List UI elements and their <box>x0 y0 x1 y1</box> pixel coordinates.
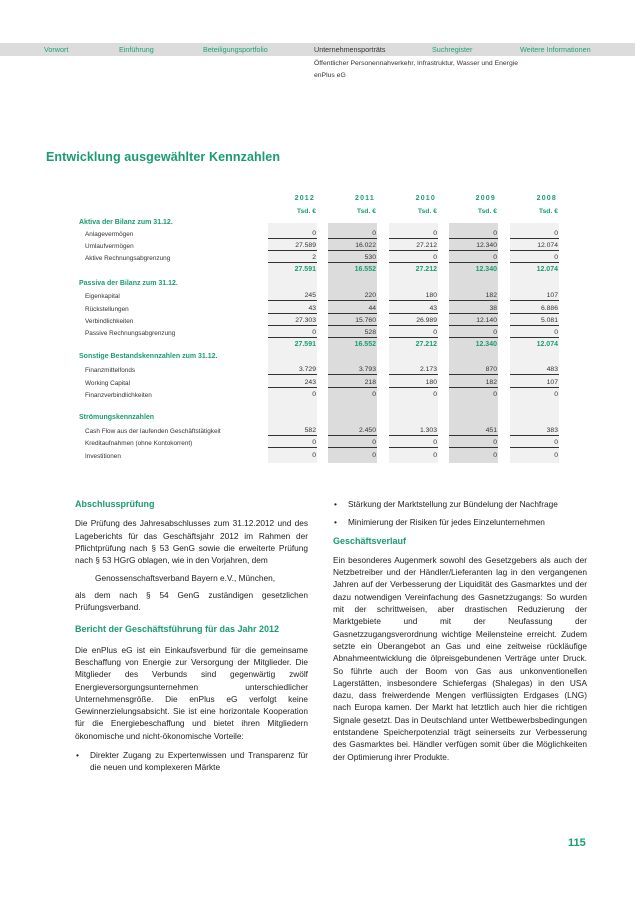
table-cell: 0 <box>433 452 437 459</box>
report-paragraph: Die enPlus eG ist ein Einkaufsverbund für die gemeinsame Beschaffung von Energie zur Versorgung der Mitglieder. Die Mitglieder des Verbunds sind gegenwärtig zwölf Energieversorgungsunternehmen unterschiedlicher Unternehmensgröße. Die enPlus eG verfolgt keine Gewinnerzielungsabsicht. Sie ist eine horizontale Kooperation für die Energiebeschaffung und bietet ihren Mitgliedern ökonomische und nicht-ökonomische Vorteile: <box>75 644 308 741</box>
table-cell: 27.589 <box>268 241 317 251</box>
table-cell: 6.886 <box>510 304 559 314</box>
heading-bericht: Bericht der Geschäftsführung für das Jahr 2012 <box>75 624 280 635</box>
table-total-cell: 12.074 <box>536 266 558 273</box>
table-cell: 0 <box>493 452 497 459</box>
table-cell: 5.081 <box>510 316 559 326</box>
table-cell: 0 <box>449 229 498 239</box>
table-total-cell: 12.074 <box>536 341 558 348</box>
table-cell: 12.140 <box>449 316 498 326</box>
table-cell: 0 <box>389 438 438 448</box>
table-cell: 528 <box>328 328 377 338</box>
section-aktiva: Aktiva der Bilanz zum 31.12. <box>79 219 173 226</box>
table-cell: 870 <box>449 365 498 375</box>
table-cell: 2.173 <box>389 365 438 375</box>
table-cell: 383 <box>510 426 559 436</box>
table-cell: 245 <box>268 291 317 301</box>
table-cell: 0 <box>372 391 376 398</box>
table-cell: 12.074 <box>510 241 559 251</box>
row-label: Investitionen <box>85 453 121 460</box>
table-cell: 0 <box>510 438 559 448</box>
row-label: Cash Flow aus der laufenden Geschäftstätigkeit <box>85 428 221 435</box>
table-cell: 3.793 <box>328 365 377 375</box>
table-cell: 0 <box>554 452 558 459</box>
table-cell: 530 <box>328 253 377 263</box>
table-cell: 0 <box>372 452 376 459</box>
table-cell: 0 <box>449 253 498 263</box>
table-cell: 43 <box>389 304 438 314</box>
table-total-cell: 27.212 <box>415 341 437 348</box>
table-cell: 180 <box>389 378 438 388</box>
unit-header: Tsd. € <box>477 208 497 215</box>
table-cell: 16.022 <box>328 241 377 251</box>
unit-header: Tsd. € <box>417 208 437 215</box>
table-cell: 0 <box>328 438 377 448</box>
row-label: Working Capital <box>85 380 130 387</box>
nav-vorwort[interactable]: Vorwort <box>44 45 69 54</box>
table-cell: 43 <box>268 304 317 314</box>
nav-weitere-informationen[interactable]: Weitere Informationen <box>520 45 591 54</box>
nav-einfuehrung[interactable]: Einführung <box>119 45 154 54</box>
table-total-cell: 12.340 <box>475 266 497 273</box>
row-label: Verbindlichkeiten <box>85 318 134 325</box>
row-label: Rückstellungen <box>85 306 129 313</box>
row-label: Passive Rechnungsabgrenzung <box>85 330 176 337</box>
table-cell: 1.303 <box>389 426 438 436</box>
table-cell: 0 <box>312 452 316 459</box>
section-stroemung: Strömungskennzahlen <box>79 414 155 421</box>
table-total-cell: 27.212 <box>415 266 437 273</box>
table-cell: 107 <box>510 378 559 388</box>
bullet-item: • Minimierung der Risiken für jedes Einzelunternehmen <box>333 516 587 528</box>
table-cell: 218 <box>328 378 377 388</box>
table-cell: 26.989 <box>389 316 438 326</box>
table-total-cell: 27.591 <box>294 341 316 348</box>
table-cell: 180 <box>389 291 438 301</box>
table-cell: 0 <box>510 253 559 263</box>
table-cell: 0 <box>268 229 317 239</box>
left-text-column <box>75 498 308 774</box>
year-header: 2010 <box>415 195 436 202</box>
table-cell: 3.729 <box>268 365 317 375</box>
nav-suchregister[interactable]: Suchregister <box>432 45 473 54</box>
table-cell: 0 <box>312 391 316 398</box>
breadcrumb-company[interactable]: enPlus eG <box>314 72 346 79</box>
table-cell: 182 <box>449 291 498 301</box>
table-total-cell: 16.552 <box>354 341 376 348</box>
heading-abschlusspruefung: Abschlussprüfung <box>75 499 155 509</box>
table-cell: 0 <box>389 328 438 338</box>
bullet-item: • Stärkung der Marktstellung zur Bündelung der Nachfrage <box>333 498 587 510</box>
audit-paragraph-1: Die Prüfung des Jahresabschlusses zum 31.12.2012 und des Lageberichts für das Geschäftsjahr 2012 im Rahmen der Pflichtprüfung nach § 53 GenG sowie die erweiterte Prüfung nach § 53 HGrG oblagen, wie in den Vorjahren, dem <box>75 518 308 566</box>
year-header: 2009 <box>475 195 496 202</box>
page-title: Entwicklung ausgewählter Kennzahlen <box>46 150 281 164</box>
breadcrumb-category[interactable]: Öffentlicher Personennahverkehr, Infrastruktur, Wasser und Energie <box>314 60 519 67</box>
table-cell: 182 <box>449 378 498 388</box>
table-cell: 107 <box>510 291 559 301</box>
table-cell: 0 <box>328 229 377 239</box>
table-cell: 44 <box>328 304 377 314</box>
year-header: 2008 <box>536 195 557 202</box>
course-paragraph: Ein besonderes Augenmerk sowohl des Gesetzgebers als auch der Netzbetreiber und der Händler/Lieferanten lag in den vergangenen Jahren auf der Verbesserung der Liquidität des Gasmarktes und der dazu notwendigen Vereinfachung des Gasnetzzugangs: So wurden mit der schrittweisen, aber drastischen Reduzierung der Marktgebiete und mit der Neufassung der Gasnetzzugangsverordnung wichtige Meilensteine erreicht. Zudem setzte ein Überangebot an Gas und eine zeitweise rückläufige Abnahmeentwicklung die ölpreisgebundenen Verträge unter Druck. So führte auch der Boom von Gas aus unkonventionellen Lagerstätten, insbesondere Schiefergas (Shalegas) in den USA dazu, dass freiwerdende Mengen verflüssigten Erdgases (LNG) nach Europa kamen. Der Markt hat letztlich auch hier die richtigen Signale gesetzt. Das in Deutschland unter Wettbewerbsbedingungen entstandene Speicherpotenzial trägt seinerseits zur Verbesserung des Gasmarktes bei. Händler verfügen somit über die Möglichkeiten der Optimierung ihrer Produkte. <box>333 554 587 762</box>
row-label: Eigenkapital <box>85 293 120 300</box>
table-total-cell: 16.552 <box>354 266 376 273</box>
audit-indented-line: Genossenschaftsverband Bayern e.V., München, <box>95 573 276 584</box>
table-cell: 2 <box>268 253 317 263</box>
unit-header: Tsd. € <box>538 208 558 215</box>
row-label: Anlagevermögen <box>85 231 134 238</box>
row-label: Finanzverbindlichkeiten <box>85 392 152 399</box>
table-cell: 451 <box>449 426 498 436</box>
audit-paragraph-2: als dem nach § 54 GenG zuständigen gesetzlichen Prüfungsverband. <box>75 589 308 613</box>
right-text-column <box>333 498 587 763</box>
table-cell: 243 <box>268 378 317 388</box>
unit-header: Tsd. € <box>296 208 316 215</box>
year-header: 2011 <box>355 195 375 202</box>
table-cell: 0 <box>433 391 437 398</box>
row-label: Aktive Rechnungsabgrenzung <box>85 255 171 262</box>
table-cell: 0 <box>268 438 317 448</box>
table-cell: 0 <box>449 328 498 338</box>
table-cell: 220 <box>328 291 377 301</box>
table-cell: 2.450 <box>328 426 377 436</box>
table-total-cell: 27.591 <box>294 266 316 273</box>
table-cell: 0 <box>510 328 559 338</box>
table-cell: 0 <box>554 391 558 398</box>
nav-unternehmensportraets[interactable]: Unternehmensporträts <box>314 45 386 54</box>
nav-beteiligungsportfolio[interactable]: Beteiligungsportfolio <box>203 45 268 54</box>
table-cell: 0 <box>493 391 497 398</box>
table-cell: 0 <box>389 253 438 263</box>
table-cell: 0 <box>389 229 438 239</box>
table-cell: 0 <box>449 438 498 448</box>
unit-header: Tsd. € <box>356 208 376 215</box>
table-cell: 15.760 <box>328 316 377 326</box>
table-cell: 483 <box>510 365 559 375</box>
table-cell: 27.303 <box>268 316 317 326</box>
bullet-item: • Direkter Zugang zu Expertenwissen und Transparenz für die neuen und komplexeren Märkte <box>75 749 308 774</box>
heading-geschaeftsverlauf: Geschäftsverlauf <box>333 535 407 546</box>
table-total-cell: 12.340 <box>475 341 497 348</box>
table-cell: 38 <box>449 304 498 314</box>
row-label: Finanzmittelfonds <box>85 367 136 374</box>
row-label: Kreditaufnahmen (ohne Kontokorrent) <box>85 440 193 447</box>
section-passiva: Passiva der Bilanz zum 31.12. <box>79 280 178 287</box>
table-cell: 12.340 <box>449 241 498 251</box>
table-cell: 0 <box>268 328 317 338</box>
top-navigation <box>0 43 635 56</box>
page-number: 115 <box>568 837 586 849</box>
table-cell: 0 <box>510 229 559 239</box>
row-label: Umlaufvermögen <box>85 243 134 250</box>
year-header: 2012 <box>294 195 315 202</box>
table-cell: 582 <box>268 426 317 436</box>
table-cell: 27.212 <box>389 241 438 251</box>
section-sonstige: Sonstige Bestandskennzahlen zum 31.12. <box>79 353 218 360</box>
